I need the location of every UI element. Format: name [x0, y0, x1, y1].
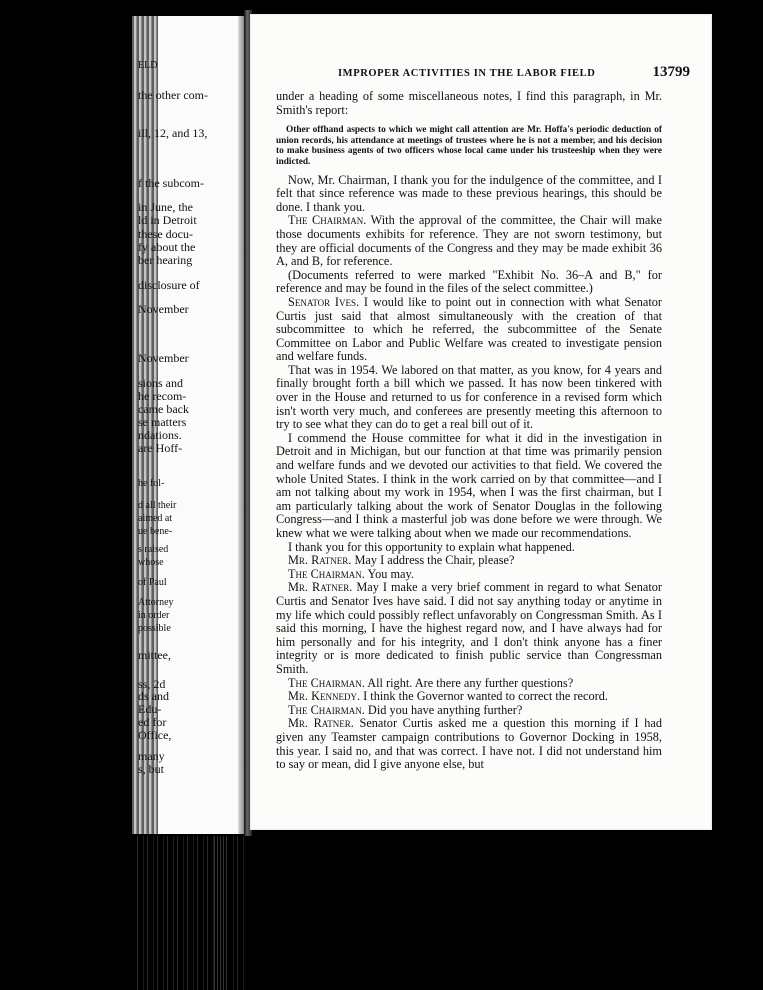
speaker-name: The Chairman. [288, 675, 365, 690]
speech: May I address the Chair, please? [351, 553, 515, 568]
paragraph [276, 581, 662, 676]
facing-page-line: in order [138, 610, 170, 621]
speech: All right. Are there any further questions? [364, 675, 574, 690]
facing-page-line: of Paul [138, 577, 167, 588]
speaker-name: Senator Ives. [288, 294, 360, 309]
speech: I would like to point out in connection with what Senator Curtis just said that almost simultaneously with the creation of that subcommittee to which he referred, the subcommittee of the Senate Committee on Labor and Public Welfare was created to investigate pension and welfare funds. [276, 294, 663, 364]
speaker-name: Mr. Kennedy. [288, 689, 361, 704]
speaker-name: The Chairman. [288, 213, 367, 228]
facing-page-line: sions and [138, 376, 183, 390]
facing-page-line: aimed at [138, 513, 173, 524]
facing-page-line: possible [138, 623, 171, 634]
paragraph: I commend the House committee for what it did in the investigation in Detroit and in Michigan, but our function at that time was primarily pension and welfare funds and we devoted our activities to that field. We covered the whole United States. I think in the work carried on by that committee—and I am not talking about my work in 1954, when I was the first chairman, but I am particularly talking about the work of Senator Douglas in the following Congress—and I think a masterful job was done before we were through. We knew what we were talking about when we made our recommendations. [276, 430, 662, 540]
lower-bleed-stripes-detail [214, 836, 228, 990]
facing-page-line: f the subcom- [138, 176, 204, 190]
facing-page-line: ill, 12, and 13, [138, 126, 208, 140]
facing-page-line: ds and [138, 689, 169, 703]
facing-page-line: ber hearing [138, 253, 193, 267]
running-head: IMPROPER ACTIVITIES IN THE LABOR FIELD [338, 68, 596, 79]
facing-page-line: s, but [138, 762, 165, 776]
facing-page-line: whose [138, 557, 164, 568]
facing-page-line: s raised [138, 544, 169, 555]
paragraph [276, 717, 662, 771]
facing-page-line: fy about the [138, 240, 196, 254]
facing-page-line: Edu- [138, 702, 162, 716]
facing-page-line: Office, [138, 728, 172, 742]
facing-page-line: these docu- [138, 227, 193, 241]
paragraph: I thank you for this opportunity to explain what happened. [288, 539, 575, 554]
facing-page-line: Attorney [138, 597, 174, 608]
paragraph: under a heading of some miscellaneous notes, I find this paragraph, in Mr. Smith's report: [276, 89, 662, 117]
paragraph [276, 677, 662, 691]
speech: Did you have anything further? [364, 702, 523, 717]
facing-page-line: came back [138, 402, 189, 416]
paragraph [276, 554, 662, 568]
main-page [250, 14, 712, 830]
facing-page-line: ELD [138, 60, 158, 71]
paragraph: That was in 1954. We labored on that matter, as you know, for 4 years and finally brought forth a bill which we passed. It has now been tinkered with over in the House and returned to us for conference in a revised form which isn't worth very much, and conferees are presently meeting this afternoon to try to see what they can do to get a real bill out of it. [276, 362, 662, 432]
paragraph [276, 690, 662, 704]
facing-page-line: are Hoff- [138, 441, 183, 455]
speaker-name: The Chairman. [288, 702, 365, 717]
facing-page-line: November [138, 351, 189, 365]
facing-page-line: ss, 2d [138, 677, 166, 691]
speech: With the approval of the committee, the Chair will make those documents exhibits for reference. They are not sworn testimony, but they are official documents of the Congress and they may be made exhibit 36 A, and B, for reference. [276, 213, 662, 269]
facing-page-line: November [138, 302, 189, 316]
speaker-name: Mr. Ratner. [288, 580, 353, 595]
facing-page-line: many [138, 749, 165, 763]
facing-page-line: he recom- [138, 389, 187, 403]
page-header [338, 64, 690, 82]
speaker-name: The Chairman. [288, 566, 365, 581]
facing-page-line: disclosure of [138, 278, 200, 292]
speech: You may. [364, 566, 414, 581]
facing-page-line: ndations. [138, 428, 182, 442]
facing-page-line: mittee, [138, 648, 171, 662]
facing-page-line: d all their [138, 500, 177, 511]
facing-page-line: ue bene- [138, 526, 173, 537]
speech: I think the Governor wanted to correct the record. [360, 689, 608, 704]
speaker-name: Mr. Ratner. [288, 716, 354, 731]
facing-page-line: ld in Detroit [138, 213, 197, 227]
page-number: 13799 [652, 64, 690, 80]
paragraph [276, 296, 662, 364]
speaker-name: Mr. Ratner. [288, 553, 352, 568]
facing-page-line: he fol- [138, 478, 165, 489]
block-quote: Other offhand aspects to which we might call attention are Mr. Hoffa's periodic deduction of union records, his attendance at meetings of trustees where he is not a member, and his decision to make business agents of two officers whose local came under his trusteeship when they were indicted. [276, 125, 662, 167]
facing-page-fragment [132, 16, 244, 834]
facing-page-line: ed for [138, 715, 167, 729]
facing-page-line: in June, the [138, 200, 193, 214]
speech: Senator Curtis asked me a question this morning if I had given any Teamster campaign contributions to Governor Docking in 1958, this year. I said no, and that was correct. I have not. I did not understand him to say or mean, did I give anyone else, but [276, 716, 662, 772]
paragraph [276, 568, 662, 582]
speech: May I make a very brief comment in regard to what Senator Curtis and Senator Ives have said. I did not say anything today or anytime in my life which could possibly reflect unfavorably on Congressman Smith. As I said this morning, I have the highest regard now, and I have always had for him personally and for his integrity, and I don't think anyone has a finer integrity or is more dedicated to finish public service than Congressman Smith. [276, 580, 662, 676]
paragraph: (Documents referred to were marked "Exhibit No. 36–A and B," for reference and may be found in the files of the select committee.) [276, 267, 662, 296]
paragraph: Now, Mr. Chairman, I thank you for the indulgence of the committee, and I felt that since reference was made to these previous hearings, this should be done. I thank you. [276, 172, 662, 214]
facing-page-line: the other com- [138, 88, 208, 102]
paragraph [276, 214, 662, 268]
facing-page-line: se matters [138, 415, 187, 429]
paragraph [276, 704, 662, 718]
body-text [276, 90, 662, 772]
